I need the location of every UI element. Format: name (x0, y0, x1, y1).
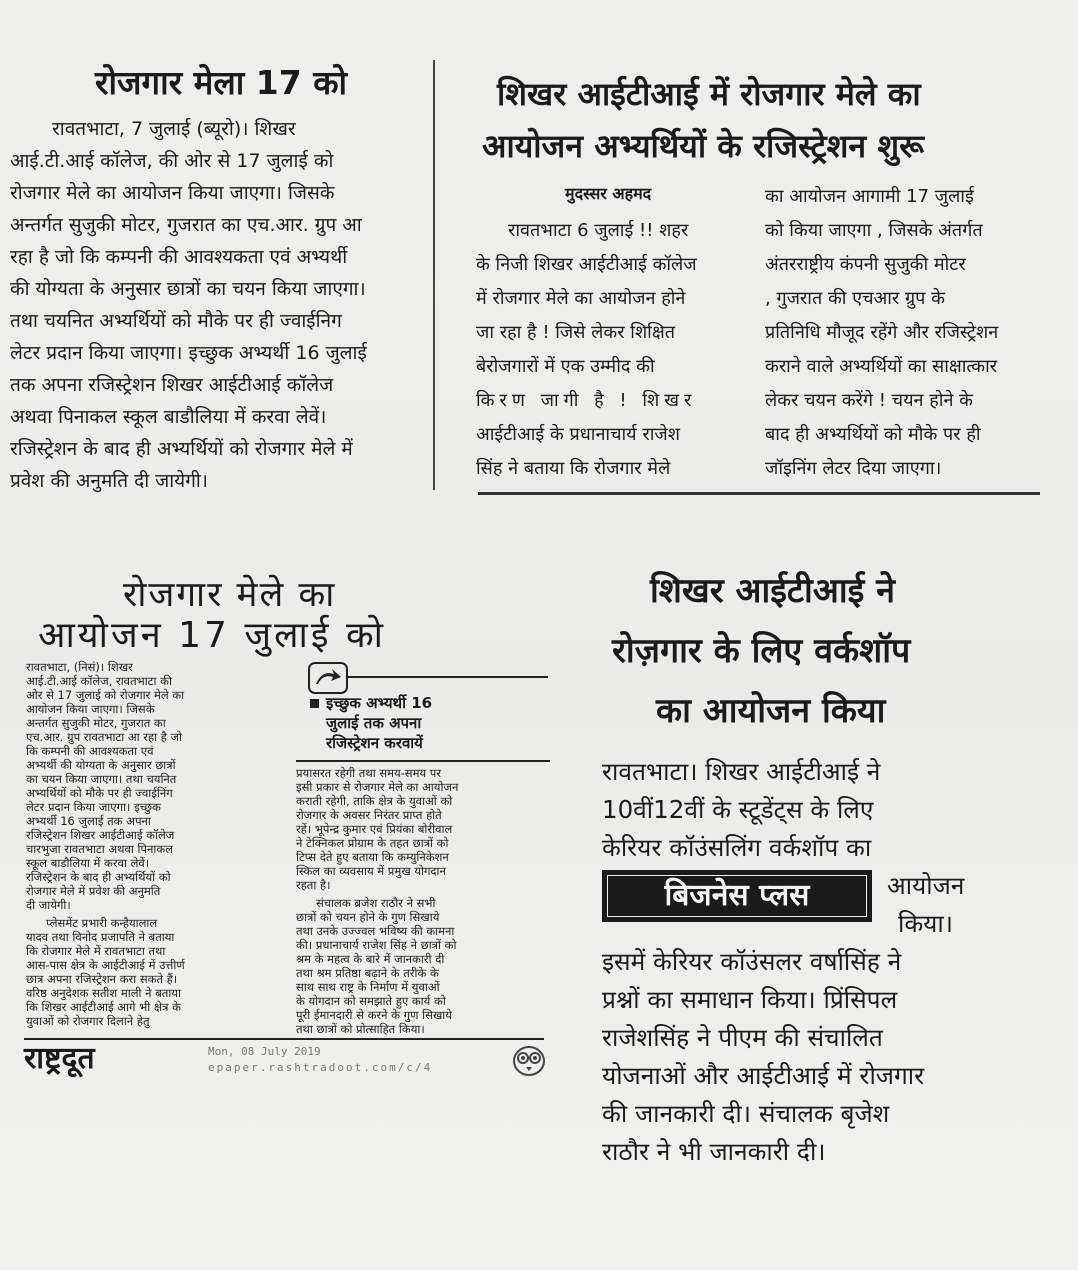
masthead-logo: राष्ट्रदूत (24, 1041, 95, 1076)
text-line: लेटर प्रदान किया जाएगा। इच्छुक अभ्यर्थी 16 जुलाई (10, 342, 367, 364)
clip-shikhar-iti-rojgar (440, 0, 1078, 500)
clip-rashtradoot (18, 570, 558, 1090)
epaper-url: epaper.rashtradoot.com/c/4 (208, 1061, 433, 1074)
text-line: रहा है जो कि कम्पनी की आवश्यकता एवं अभ्यर्थी (10, 246, 348, 268)
text-line: संचालक ब्रजेश राठौर ने सभी (316, 896, 436, 910)
text-line: अंतरराष्ट्रीय कंपनी सुजुकी मोटर (765, 254, 966, 275)
text-line: कराती रहेगी, ताकि क्षेत्र के युवाओं को (296, 794, 453, 808)
text-line: रहें। भूपेन्द्र कुमार एवं प्रियंका बोरीवाल (296, 822, 453, 836)
clip-business-plus (590, 560, 1060, 1166)
text-line: आस-पास क्षेत्र के आईटीआई में उत्तीर्ण (26, 958, 185, 972)
text-line: तथा श्रम प्रतिष्ठा बढ़ाने के तरीके के (296, 966, 439, 980)
callout-line: रजिस्ट्रेशन करवायें (326, 734, 423, 752)
text-line: के योगदान को समझाते हुए कार्य को (296, 994, 446, 1008)
text-line: रावतभाटा, (निसं)। शिखर (26, 660, 133, 674)
text-line: छात्रों को चयन होने के गुण सिखाये (296, 910, 440, 924)
text-line: लेकर चयन करेंगे ! चयन होने के (765, 390, 974, 411)
text-line: लेटर प्रदान किया जाएगा। इच्छुक (26, 800, 161, 814)
text-line: राजेशसिंह ने पीएम की संचालित (602, 1023, 883, 1052)
clip2-bottom-rule (478, 492, 1040, 495)
clip-rojgar-mela-17 (0, 0, 440, 500)
text-line: ओर से 17 जुलाई को रोजगार मेले का (26, 688, 185, 702)
text-line: तथा छात्रों को प्रोत्साहित किया। (296, 1022, 425, 1036)
text-line: आई.टी.आई कॉलेज, रावतभाटा की (26, 674, 172, 688)
text-line: कि रोजगार मेले में रावतभाटा तथा (26, 944, 166, 958)
text-line: का आयोजन आगामी 17 जुलाई (765, 186, 974, 207)
text-line: का चयन किया जाएगा। तथा चयनित (26, 772, 177, 786)
text-line: कराने वाले अभ्यर्थियों का साक्षात्कार (765, 356, 998, 377)
text-line: जॉइनिंग लेटर दिया जाएगा। (765, 458, 942, 479)
text-line: को किया जाएगा , जिसके अंतर्गत (765, 220, 983, 241)
text-line: जा रहा है ! जिसे लेकर शिक्षित (476, 322, 676, 343)
text-line: के निजी शिखर आईटीआई कॉलेज (476, 254, 697, 275)
text-line: बाद ही अभ्यर्थियों को मौके पर ही (765, 424, 981, 445)
text-line: स्किल का व्यवसाय में प्रमुख योगदान (296, 864, 446, 878)
text-line: रजिस्ट्रेशन शिखर आईटीआई कॉलेज (26, 828, 175, 842)
text-line: केरियर कॉउंसलिंग वर्कशॉप का (602, 833, 872, 862)
text-line: रहता है। (296, 878, 331, 892)
text-line: दी जायेगी। (26, 898, 71, 912)
text-line: वरिष्ठ अनुदेशक सतीश माली ने बताया (26, 986, 181, 1000)
text-line: कि कम्पनी की आवश्यकता एवं (26, 744, 154, 758)
text-line: अभ्यर्थी की योग्यता के अनुसार छात्रों (26, 758, 176, 772)
text-line: बेरोजगारों में एक उम्मीद की (476, 356, 655, 377)
clip4-headline-2: रोज़गार के लिए वर्कशॉप (612, 631, 911, 671)
business-plus-logo (602, 870, 872, 922)
text-line: की। प्रधानाचार्य राजेश सिंह ने छात्रों को (296, 938, 457, 952)
text-line: रावतभाटा 6 जुलाई !! शहर (508, 220, 689, 241)
text-line: रावतभाटा। शिखर आईटीआई ने (602, 757, 881, 786)
text-line: की जानकारी दी। संचालक बृजेश (602, 1099, 890, 1128)
text-line: पूरी ईमानदारी से करने के गुण सिखाये (296, 1008, 452, 1022)
callout-line: जुलाई तक अपना (326, 714, 422, 732)
text-line: प्रवेश की अनुमति दी जायेगी। (10, 470, 209, 492)
text-line: रोजगार मेले का आयोजन किया जाएगा। जिसके (10, 182, 335, 204)
text-line: रजिस्ट्रेशन के बाद ही अभ्यर्थियों को (26, 870, 171, 884)
byline: मुदस्सर अहमद (565, 184, 652, 203)
text-line: अन्तर्गत सुजुकी मोटर, गुजरात का एच.आर. ग्रुप आ (10, 214, 362, 236)
text-line: अथवा पिनाकल स्कूल बाडौलिया में करवा लेवें। (10, 406, 327, 428)
text-line: तथा उनके उज्ज्वल भविष्य की कामना (296, 924, 455, 938)
text-line: टिप्स देते हुए बताया कि कम्युनिकेशन (296, 850, 449, 864)
text-line: चारभुजा रावतभाटा अथवा पिनाकल (26, 842, 174, 856)
text-line: की योग्यता के अनुसार छात्रों का चयन किया जाएगा। (10, 278, 366, 300)
text-line: रोजगार मेले में प्रवेश की अनुमति (26, 884, 161, 898)
text-line: युवाओं को रोजगार दिलाने हेतु (26, 1014, 150, 1028)
clip4-headline-3: का आयोजन किया (656, 691, 886, 731)
text-line: अन्तर्गत सुजुकी मोटर, गुजरात का (26, 716, 166, 730)
text-line: यादव तथा विनोद प्रजापति ने बताया (26, 930, 175, 944)
text-line: छात्र अपना रजिस्ट्रेशन करा सकते हैं। (26, 972, 178, 986)
brand-name: बिजनेस प्लस (664, 878, 810, 913)
clip2-headline-2: आयोजन अभ्यर्थियों के रजिस्ट्रेशन शुरू (482, 127, 924, 165)
owl-logo-icon (512, 1044, 546, 1076)
text-line: राठौर ने भी जानकारी दी। (602, 1137, 826, 1166)
text-line: योजनाओं और आईटीआई में रोजगार (602, 1061, 925, 1090)
callout-rule (296, 760, 550, 762)
text-line: रोजगार के अवसर निरंतर प्राप्त होते (296, 808, 442, 822)
text-line: प्रयासरत रहेगी तथा समय-समय पर (296, 766, 442, 780)
text-line: एच.आर. ग्रुप रावतभाटा आ रहा है जो (26, 730, 183, 744)
edition-date: Mon, 08 July 2019 (208, 1045, 321, 1058)
text-line: रावतभाटा, 7 जुलाई (ब्यूरो)। शिखर (52, 118, 296, 140)
text-line: आई.टी.आई कॉलेज, की ओर से 17 जुलाई को (10, 150, 334, 172)
clip4-headline-1: शिखर आईटीआई ने (650, 571, 896, 611)
callout-line: इच्छुक अभ्यर्थी 16 (326, 694, 433, 712)
text-line: आईटीआई के प्रधानाचार्य राजेश (476, 424, 680, 445)
masthead-rule (24, 1038, 544, 1040)
text-line: प्रश्नों का समाधान किया। प्रिंसिपल (602, 985, 898, 1014)
text-line: तक अपना रजिस्ट्रेशन शिखर आईटीआई कॉलेज (10, 374, 334, 396)
text-line: अभ्यर्थियों को मौके पर ही ज्वाईनिंग (26, 786, 173, 800)
text-line: अभ्यर्थी 16 जुलाई तक अपना (26, 814, 151, 828)
square-bullet-icon (310, 699, 319, 708)
text-line: किरण जागी है ! शिखर (476, 390, 697, 411)
text-line: सिंह ने बताया कि रोजगार मेले (476, 458, 671, 479)
text-line: इसमें केरियर कॉउंसलर वर्षासिंह ने (602, 947, 902, 976)
callout-box (310, 696, 550, 764)
text-line: आयोजन (887, 871, 965, 900)
text-line: में रोजगार मेले का आयोजन होने (476, 288, 686, 309)
callout-rule (348, 676, 548, 678)
text-line: 10वीं12वीं के स्टूडेंट्स के लिए (602, 795, 874, 824)
text-line: इसी प्रकार से रोजगार मेले का आयोजन (296, 780, 459, 794)
text-line: साथ साथ राष्ट्र के निर्माण में युवाओं (296, 980, 440, 994)
text-line: तथा चयनित अभ्यर्थियों को मौके पर ही ज्वाईनिग (10, 310, 342, 332)
text-line: किया। (898, 909, 954, 938)
text-line: ने टेक्निकल प्रोग्राम के तहत छात्रों को (296, 836, 449, 850)
text-line: आयोजन किया जाएगा। जिसके (26, 702, 155, 716)
text-line: कि शिखर आईटीआई आगे भी क्षेत्र के (26, 1000, 181, 1014)
clip1-headline: रोजगार मेला 17 को (95, 63, 348, 102)
clip2-headline-1: शिखर आईटीआई में रोजगार मेले का (497, 75, 921, 113)
text-line: प्रतिनिधि मौजूद रहेंगे और रजिस्ट्रेशन (765, 322, 999, 343)
text-line: रजिस्ट्रेशन के बाद ही अभ्यर्थियों को रोजगार मेले में (10, 438, 353, 460)
text-line: स्कूल बाडौलिया में करवा लेवें। (26, 856, 150, 870)
text-line: श्रम के महत्व के बारे में जानकारी दी (296, 952, 445, 966)
clip3-headline-2: आयोजन 17 जुलाई को (38, 615, 386, 656)
text-line: , गुजरात की एचआर ग्रुप के (765, 288, 945, 309)
clip3-headline-1: रोजगार मेले का (123, 575, 337, 615)
arrow-icon (308, 662, 348, 694)
column-rule (433, 60, 435, 490)
text-line: प्लेसमेंट प्रभारी कन्हैयालाल (46, 916, 158, 930)
